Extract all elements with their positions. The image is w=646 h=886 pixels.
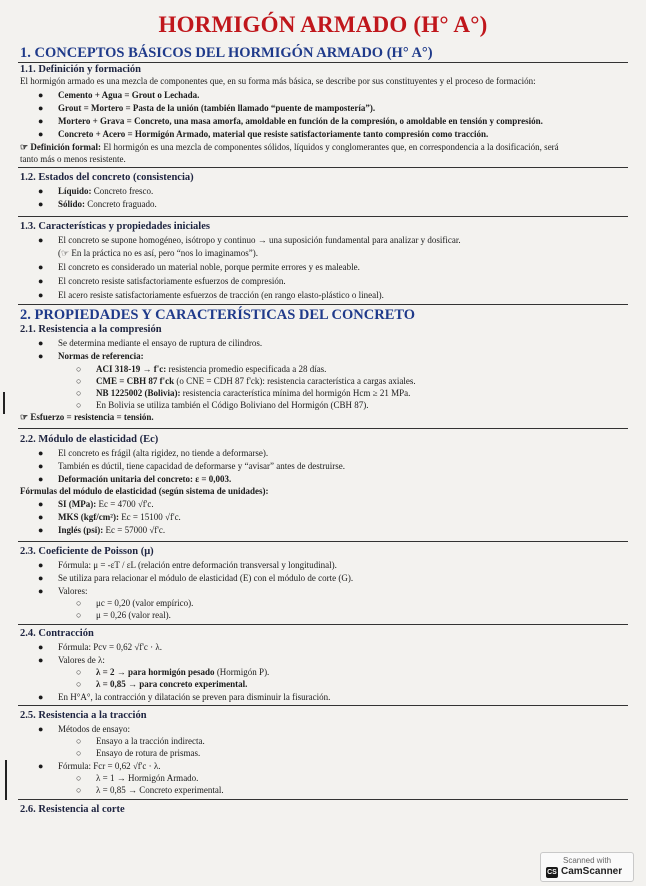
sub-bullet: ○ — [76, 364, 82, 374]
definition-continuation: tanto más o menos resistente. — [20, 154, 126, 164]
bullet: ● — [38, 262, 44, 272]
sub-list-item: NB 1225002 (Bolivia): resistencia característica mínima del hormigón Hcm ≥ 21 MPa. — [96, 388, 411, 398]
list-item: Fórmula: Pcv = 0,62 √f'c · λ. — [58, 642, 162, 652]
camscanner-name: CamScanner — [561, 866, 623, 877]
subsection-2-6-heading: 2.6. Resistencia al corte — [20, 804, 125, 815]
subsection-2-1-heading: 2.1. Resistencia a la compresión — [20, 324, 162, 335]
list-item: El concreto es considerado un material noble, porque permite errores y es maleable. — [58, 262, 360, 272]
list-item: Concreto + Acero = Hormigón Armado, material que resiste satisfactoriamente tanto compresión como tracción. — [58, 129, 489, 139]
sub-bullet: ○ — [76, 785, 82, 795]
margin-mark — [3, 392, 5, 414]
sub-list-item: Ensayo a la tracción indirecta. — [96, 736, 205, 746]
list-item: Se determina mediante el ensayo de ruptura de cilindros. — [58, 338, 263, 348]
bullet: ● — [38, 761, 44, 771]
bullet: ● — [38, 235, 44, 245]
list-item: Inglés (psi): Ec = 57000 √f'c. — [58, 525, 166, 535]
camscanner-caption: Scanned with — [562, 856, 612, 865]
section-divider — [18, 541, 628, 542]
sub-list-item: Ensayo de rotura de prismas. — [96, 748, 201, 758]
section-2-heading: 2. PROPIEDADES Y CARACTERÍSTICAS DEL CONCRETO — [20, 307, 416, 323]
list-item: El concreto es frágil (alta rigidez, no tiende a deformarse). — [58, 448, 269, 458]
sub-list-item: λ = 0,85 → Concreto experimental. — [96, 785, 224, 795]
esfuerzo-note: ☞ Esfuerzo = resistencia = tensión. — [20, 412, 154, 422]
bullet: ● — [38, 474, 44, 484]
sub-list-item: λ = 1 → Hormigón Armado. — [96, 773, 199, 783]
list-item: Mortero + Grava = Concreto, una masa amorfa, amoldable en función de la compresión, o amoldable en tensión y compresión. — [58, 116, 543, 126]
bullet: ● — [38, 724, 44, 734]
bullet: ● — [38, 655, 44, 665]
subsection-1-3-heading: 1.3. Características y propiedades iniciales — [20, 221, 210, 232]
bullet: ● — [38, 351, 44, 361]
bullet: ● — [38, 338, 44, 348]
margin-mark — [5, 760, 7, 800]
list-item: SI (MPa): Ec = 4700 √f'c. — [58, 499, 154, 509]
subsection-1-2-heading: 1.2. Estados del concreto (consistencia) — [20, 172, 194, 183]
list-item: Métodos de ensayo: — [58, 724, 130, 734]
sub-bullet: ○ — [76, 667, 82, 677]
subsection-1-1-heading: 1.1. Definición y formación — [20, 64, 142, 75]
list-item: El concreto resiste satisfactoriamente esfuerzos de compresión. — [58, 276, 286, 286]
list-item: Valores: — [58, 586, 88, 596]
bullet: ● — [38, 573, 44, 583]
bullet: ● — [38, 199, 44, 209]
section-divider — [18, 304, 628, 305]
definition-text: El hormigón es una mezcla de componentes sólidos, líquidos y conglomerantes que, en correspondencia a la dosificación, será — [101, 142, 559, 152]
sub-bullet: ○ — [76, 388, 82, 398]
list-item: Líquido: Concreto fresco. — [58, 186, 154, 196]
section-divider — [18, 428, 628, 429]
sub-bullet: ○ — [76, 376, 82, 386]
list-item: Valores de λ: — [58, 655, 105, 665]
camscanner-logo-icon: CS — [547, 869, 557, 876]
subsection-2-5-heading: 2.5. Resistencia a la tracción — [20, 710, 147, 721]
section-divider — [18, 167, 628, 168]
bullet: ● — [38, 290, 44, 300]
sub-bullet: ○ — [76, 598, 82, 608]
list-item: Fórmula: Fcr = 0,62 √f'c · λ. — [58, 761, 161, 771]
subsection-2-4-heading: 2.4. Contracción — [20, 628, 94, 639]
section-divider — [18, 705, 628, 706]
formal-definition — [20, 142, 559, 153]
sub-list-item: ACI 318-19 → f'c: resistencia promedio especificada a 28 días. — [96, 364, 327, 374]
sub-bullet: ○ — [76, 773, 82, 783]
sub-bullet: ○ — [76, 748, 82, 758]
list-item: Sólido: Concreto fraguado. — [58, 199, 157, 209]
bullet: ● — [38, 499, 44, 509]
list-item: Deformación unitaria del concreto: ε = 0,003. — [58, 474, 232, 484]
list-item: Cemento + Agua = Grout o Lechada. — [58, 90, 200, 100]
subsection-2-2-heading: 2.2. Módulo de elasticidad (Ec) — [20, 434, 159, 445]
formulas-title: Fórmulas del módulo de elasticidad (según sistema de unidades): — [20, 486, 269, 496]
list-item: El concreto se supone homogéneo, isótropo y continuo → una suposición fundamental para analizar y dosificar. — [58, 235, 461, 245]
bullet: ● — [38, 90, 44, 100]
subsection-2-3-heading: 2.3. Coeficiente de Poisson (μ) — [20, 546, 154, 557]
bullet: ● — [38, 512, 44, 522]
section-divider — [18, 799, 628, 800]
sub-bullet: ○ — [76, 610, 82, 620]
list-item: Grout = Mortero = Pasta de la unión (también llamado “puente de mampostería”). — [58, 103, 376, 113]
bullet: ● — [38, 448, 44, 458]
bullet: ● — [38, 642, 44, 652]
list-item: En H°A°, la contracción y dilatación se preven para disminuir la fisuración. — [58, 692, 331, 702]
sub-bullet: ○ — [76, 736, 82, 746]
bullet: ● — [38, 129, 44, 139]
sub-bullet: ○ — [76, 679, 82, 689]
list-item: También es dúctil, tiene capacidad de deformarse y “avisar” antes de destruirse. — [58, 461, 345, 471]
sub-list-item: CME = CBH 87 f'ck (o CNE = CDH 87 f'ck): resistencia característica a cargas axiales. — [96, 376, 416, 386]
bullet: ● — [38, 116, 44, 126]
section-divider — [18, 216, 628, 217]
page-title: HORMIGÓN ARMADO (H° A°) — [158, 12, 488, 37]
definition-label: ☞ Definición formal: — [20, 142, 102, 152]
sub-list-item: En Bolivia se utiliza también el Código Boliviano del Hormigón (CBH 87). — [96, 400, 369, 410]
list-item: (☞ En la práctica no es así, pero “nos lo imaginamos”). — [58, 248, 259, 258]
list-item: El acero resiste satisfactoriamente esfuerzos de tracción (en rango elasto-plástico o lineal). — [58, 290, 384, 300]
bullet: ● — [38, 560, 44, 570]
sub-list-item: λ = 0,85 → para concreto experimental. — [96, 679, 248, 689]
sub-bullet: ○ — [76, 400, 82, 410]
bullet: ● — [38, 461, 44, 471]
bullet: ● — [38, 586, 44, 596]
sub-list-item: λ = 2 → para hormigón pesado (Hormigón P). — [96, 667, 270, 677]
list-item: MKS (kgf/cm²): Ec = 15100 √f'c. — [58, 512, 181, 522]
intro-paragraph: El hormigón armado es una mezcla de componentes que, en su forma más básica, se describe por sus constituyentes y el proceso de formación: — [20, 76, 536, 86]
list-item: Fórmula: μ = -εT / εL (relación entre deformación transversal y longitudinal). — [58, 560, 337, 570]
sub-list-item: μ = 0,26 (valor real). — [96, 610, 171, 620]
sub-list-item: μc = 0,20 (valor empírico). — [96, 598, 194, 608]
list-item: Se utiliza para relacionar el módulo de elasticidad (E) con el módulo de corte (G). — [58, 573, 354, 583]
bullet: ● — [38, 276, 44, 286]
bullet: ● — [38, 103, 44, 113]
section-divider — [18, 62, 628, 63]
bullet: ● — [38, 525, 44, 535]
bullet: ● — [38, 692, 44, 702]
section-1-heading: 1. CONCEPTOS BÁSICOS DEL HORMIGÓN ARMADO (H° A°) — [20, 45, 433, 61]
list-item: Normas de referencia: — [58, 351, 144, 361]
section-divider — [18, 624, 628, 625]
camscanner-badge — [540, 852, 634, 882]
bullet: ● — [38, 186, 44, 196]
